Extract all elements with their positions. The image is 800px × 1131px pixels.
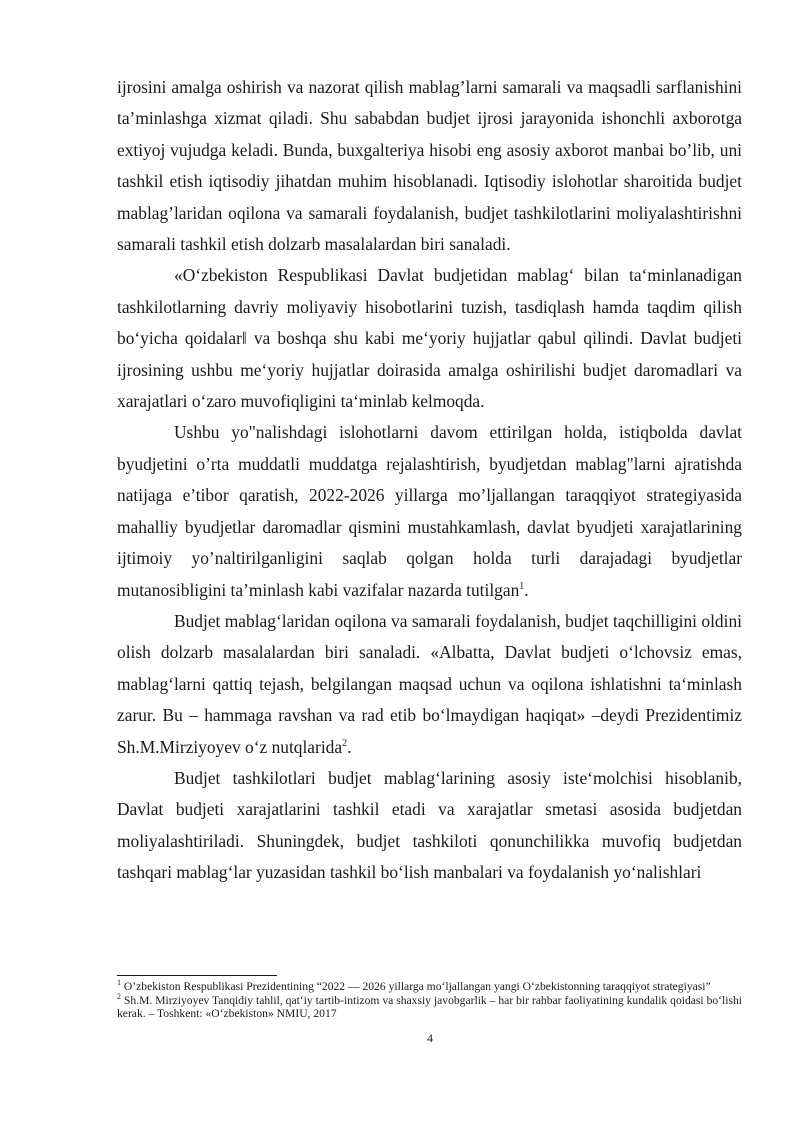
paragraph-3: Ushbu yo"nalishdagi islohotlarni davom ettirilgan holda, istiqbolda davlat byudjetini o’rta muddatli muddatga rejalashtirish, byudjetdan mablag"larni ajratishda natijaga e’tibor qaratish, 2022-2026 yillarga mo’ljallangan taraqqiyot strategiyasida mahalliy byudjetlar daromadlar qismini mustahkamlash, davlat byudjeti xarajatlarining ijtimoiy yo’naltirilganligini saqlab qolgan holda turli darajadagi byudjetlar mutanosibligini ta’minlash kabi vazifalar nazarda tutilgan$^1$.: [117, 422, 742, 600]
footnote-1: $^1$ O’zbekiston Respublikasi Prezidentining “2022 — 2026 yillarga mo‘ljallangan yangi O‘zbekistonning taraqqiyot strategiyasi”: [117, 978, 711, 993]
footnotes: [117, 980, 742, 1021]
footnote-2: $^2$ Sh.M. Mirziyoyev Tanqidiy tahlil, qat‘iy tartib-intizom va shaxsiy javobgarlik – har bir rahbar faoliyatining kundalik qoidasi bo‘lishi kerak. – Toshkent: «O‘zbekiston» NMIU, 2017: [117, 991, 742, 1021]
paragraph-4: Budjet mablag‘laridan oqilona va samarali foydalanish, budjet taqchilligini oldini olish dolzarb masalalardan biri sanaladi. «Albatta, Davlat budjeti o‘lchovsiz emas, mablag‘larni qattiq tejash, belgilangan maqsad uchun va oqilona ishlatishni ta‘minlash zarur. Bu – hammaga ravshan va rad etib bo‘lmaydigan haqiqat» –deydi Prezidentimiz Sh.M.Mirziyoyev o‘z nutqlarida$^2$.: [117, 610, 742, 757]
footnote-ref-2[interactable]: 2: [342, 737, 348, 749]
footnote-ref-1[interactable]: 1: [519, 580, 525, 592]
paragraph-1: ijrosini amalga oshirish va nazorat qilish mablag’larni samarali va maqsadli sarflanishini ta’minlashga xizmat qiladi. Shu sababdan budjet ijrosi jarayonida ishonchli axborotga extiyoj vujudga keladi. Bunda, buxgalteriya hisobi eng asosiy axborot manbai bo’lib, uni tashkil etish iqtisodiy jihatdan muhim hisoblanadi. Iqtisodiy islohotlar sharoitida budjet mablag’laridan oqilona va samarali foydalanish, budjet tashkilotlarini moliyalashtirishni samarali tashkil etish dolzarb masalalardan biri sanaladi.: [117, 77, 742, 255]
body-text: [117, 72, 742, 889]
footnote-separator: [117, 975, 277, 976]
page-number: 4: [427, 1031, 433, 1045]
paragraph-5: Budjet tashkilotlari budjet mablag‘larining asosiy iste‘molchisi hisoblanib, Davlat budjeti xarajatlarini tashkil etadi va xarajatlar smetasi asosida budjetdan moliyalashtiriladi. Shuningdek, budjet tashkiloti qonunchilikka muvofiq budjetdan tashqari mablag‘lar yuzasidan tashkil bo‘lish manbalari va foydalanish yo‘nalishlari: [117, 767, 742, 883]
paragraph-2: «O‘zbekiston Respublikasi Davlat budjetidan mablag‘ bilan ta‘minlanadigan tashkilotlarning davriy moliyaviy hisobotlarini tuzish, tasdiqlash hamda taqdim qilish bo‘yicha qoidalar‖ va boshqa shu kabi me‘yoriy hujjatlar qabul qilindi. Davlat budjeti ijrosining ushbu me‘yoriy hujjatlar doirasida amalga oshirilishi budjet daromadlari va xarajatlari o‘zaro muvofiqligini ta‘minlab kelmoqda.: [117, 265, 742, 412]
